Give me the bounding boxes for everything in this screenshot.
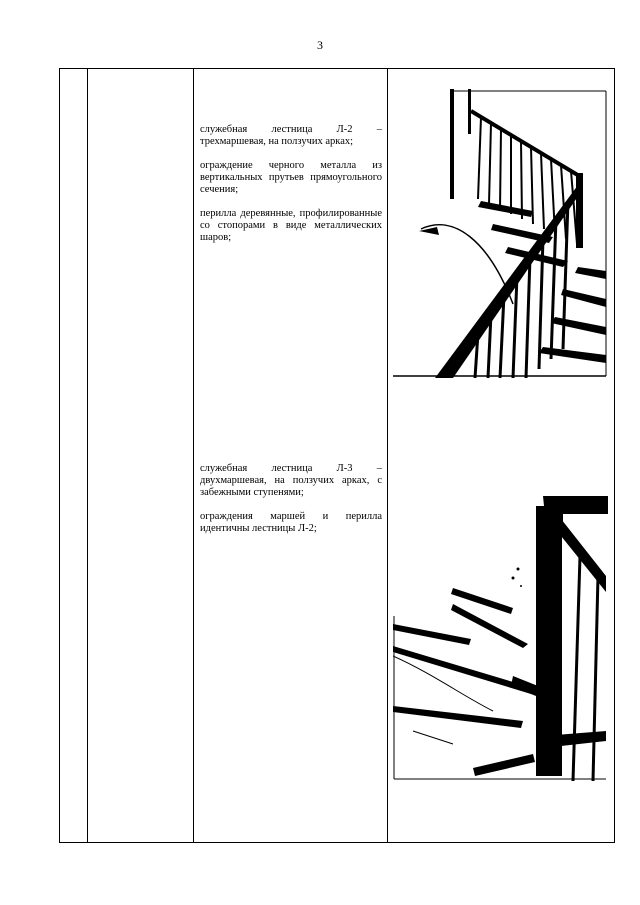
photo-staircase-l2 bbox=[393, 89, 608, 378]
paragraph-railing-note: ограждения маршей и перилла идентичны лестницы Л-2; bbox=[200, 511, 382, 534]
table-column-divider bbox=[87, 68, 88, 843]
paragraph-staircase-type: служебная лестница Л-3 – двухмаршевая, на ползучих арках, с забежными ступенями; bbox=[200, 463, 382, 498]
page-number: 3 bbox=[317, 38, 323, 52]
paragraph-staircase-type: служебная лестница Л-2 – трехмаршевая, на ползучих арках; bbox=[200, 124, 382, 147]
photo-staircase-l3 bbox=[393, 496, 608, 781]
description-staircase-l3 bbox=[200, 463, 382, 547]
table-column-divider bbox=[387, 68, 388, 843]
paragraph-railing-material: ограждение черного металла из вертикальных прутьев прямоугольного сечения; bbox=[200, 160, 382, 195]
paragraph-handrail: перилла деревянные, профилированные со стопорами в виде металлических шаров; bbox=[200, 208, 382, 243]
description-staircase-l2 bbox=[200, 124, 382, 256]
table-column-divider bbox=[193, 68, 194, 843]
